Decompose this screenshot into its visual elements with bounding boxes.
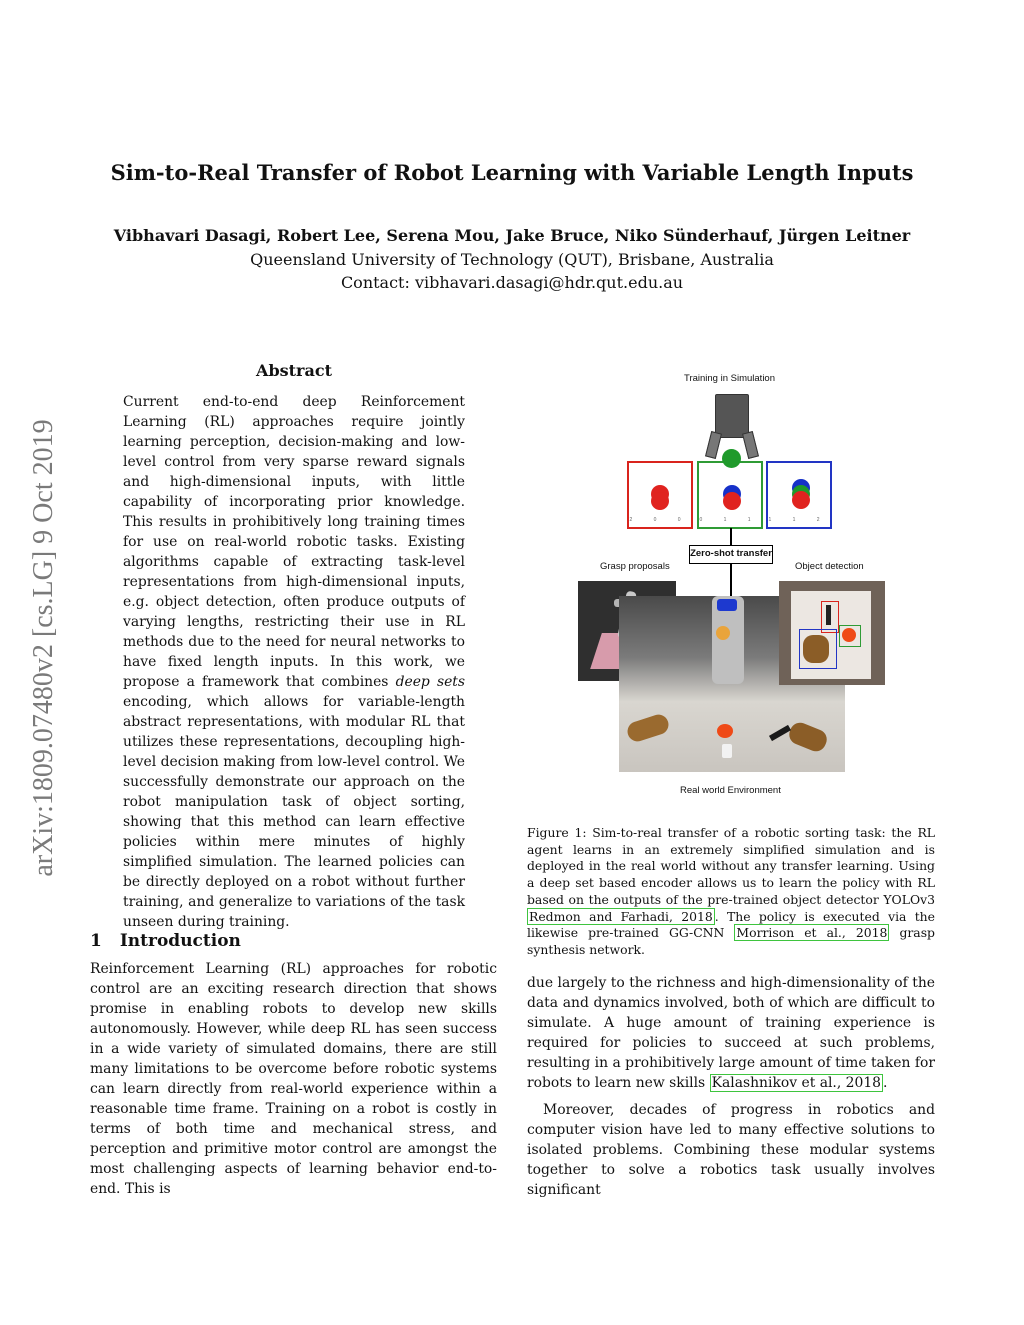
label-grasp-proposals: Grasp proposals (600, 561, 670, 572)
abstract-heading: Abstract (256, 361, 332, 380)
paragraph-text: . (883, 1075, 888, 1091)
teddy-bear (786, 720, 829, 755)
introduction-body: Reinforcement Learning (RL) approaches for robotic control are an exciting research direction that shows promise in enabling robots to develop new skills autonomously. However, while deep RL has seen success in a wide variety of simulated domains, there are still many limitations to be overcome before robotic systems can learn directly from real-world experience within a reasonable time frame. Training on a robot is costly in terms of both time and mechanical stress, and perception and primitive motor control are amongst the most challenging aspects of learning behavior end-to-end. This is (90, 961, 497, 1197)
contact-email: Contact: vibhavari.dasagi@hdr.qut.edu.au (340, 273, 684, 292)
citation-link-kalashnikov[interactable]: Kalashnikov et al., 2018 (711, 1075, 882, 1091)
teddy-in-image (803, 635, 829, 663)
figure-1 (527, 368, 937, 798)
label-training-in-simulation: Training in Simulation (684, 373, 775, 384)
figure-1-caption (527, 825, 935, 959)
section-heading-introduction (90, 931, 241, 951)
label-object-detection: Object detection (795, 561, 864, 572)
bin-count: 0 1 1 (699, 517, 761, 523)
citation-link-morrison[interactable]: Morrison et al., 2018 (736, 925, 888, 941)
marker-pen (769, 725, 791, 741)
affiliation: Queensland University of Technology (QUT), Brisbane, Australia (250, 250, 774, 269)
red-ball (723, 492, 741, 510)
section-title: Introduction (119, 931, 241, 951)
sim-bin-green (697, 461, 763, 529)
white-cup (722, 744, 732, 758)
red-ball (792, 491, 810, 509)
caption-text-3: grasp synthesis network. (527, 925, 935, 957)
sim-gripper-finger-left (705, 431, 722, 459)
red-ball (651, 492, 669, 510)
abstract-body (123, 392, 465, 932)
object-detection-image (779, 581, 885, 685)
bin-count: 1 1 2 (768, 517, 830, 523)
blue-gripper-part (717, 599, 737, 611)
caption-text-2: . The policy is executed via the likewise pre-trained GG-CNN (527, 908, 935, 941)
sim-gripper (715, 394, 749, 438)
label-zero-shot-transfer: Zero-shot transfer (690, 548, 772, 559)
abstract-italic-term: deep sets (395, 674, 465, 690)
sim-gripper-finger-right (742, 431, 759, 459)
paper-title: Sim-to-Real Transfer of Robot Learning with Variable Length Inputs (110, 160, 914, 185)
label-real-world-environment: Real world Environment (680, 785, 781, 796)
citation-link-redmon[interactable]: Redmon and Farhadi, 2018 (529, 908, 713, 924)
bin-count: 2 0 0 (629, 517, 691, 523)
green-ball-held (722, 449, 741, 468)
marker-in-image (826, 605, 831, 625)
section-number: 1 (90, 931, 102, 951)
caption-text-1: Figure 1: Sim-to-real transfer of a robotic sorting task: the RL agent learns in an extremely simplified simulation and is deployed in the real world without any transfer learning. Using a deep set based encoder allows us to learn the policy with RL based on the outputs of the pre-trained object detector YOLOv3 (527, 825, 935, 907)
sim-bin-red (627, 461, 693, 529)
sim-bin-blue (766, 461, 832, 529)
arxiv-identifier: arXiv:1809.07480v2 [cs.LG] 9 Oct 2019 (28, 419, 59, 877)
paragraph: Moreover, decades of progress in robotics and computer vision have led to many effective solutions to isolated problems. Combining these modular systems together to solve a robotics task usually involves significant (527, 1102, 935, 1198)
arrow-shaft (730, 528, 732, 600)
paragraph-text: due largely to the richness and high-dimensionality of the data and dynamics involved, both of which are difficult to simulate. A huge amount of training experience is required for policies to succeed at such problems, resulting in a prohibitively large amount of time taken for robots to learn new skills (527, 975, 935, 1091)
orange-ball (717, 724, 733, 738)
paragraph (527, 973, 935, 1093)
orange-object-held (716, 626, 730, 640)
abstract-text-2: encoding, which allows for variable-length abstract representations, with modular RL that utilizes these representations, decoupling high-level decision making from low-level control. We successfully demonstrate our approach on the robot manipulation task of object sorting, showing that this method can learn effective policies within mere minutes of highly simplified simulation. The learned policies can be directly deployed on a robot without further training, and generalize to variations of the task unseen during training. (123, 694, 465, 930)
right-column-body (527, 973, 935, 1200)
teddy-bear (625, 712, 671, 744)
author-list: Vibhavari Dasagi, Robert Lee, Serena Mou, Jake Bruce, Niko Sünderhauf, Jürgen Leitner (113, 226, 911, 245)
abstract-text-1: Current end-to-end deep Reinforcement Learning (RL) approaches require jointly learning perception, decision-making and low-level control from very sparse reward signals and high-dimensional inputs, with little capability of incorporating prior knowledge. This results in prohibitively long training times for use on real-world robotic tasks. Existing algorithms capable of extracting task-level representations from high-dimensional inputs, e.g. object detection, often produce outputs of varying lengths, restricting their use in RL methods due to the need for neural networks to have fixed length inputs. In this work, we propose a framework that combines (123, 394, 465, 690)
orange-in-image (842, 628, 856, 642)
